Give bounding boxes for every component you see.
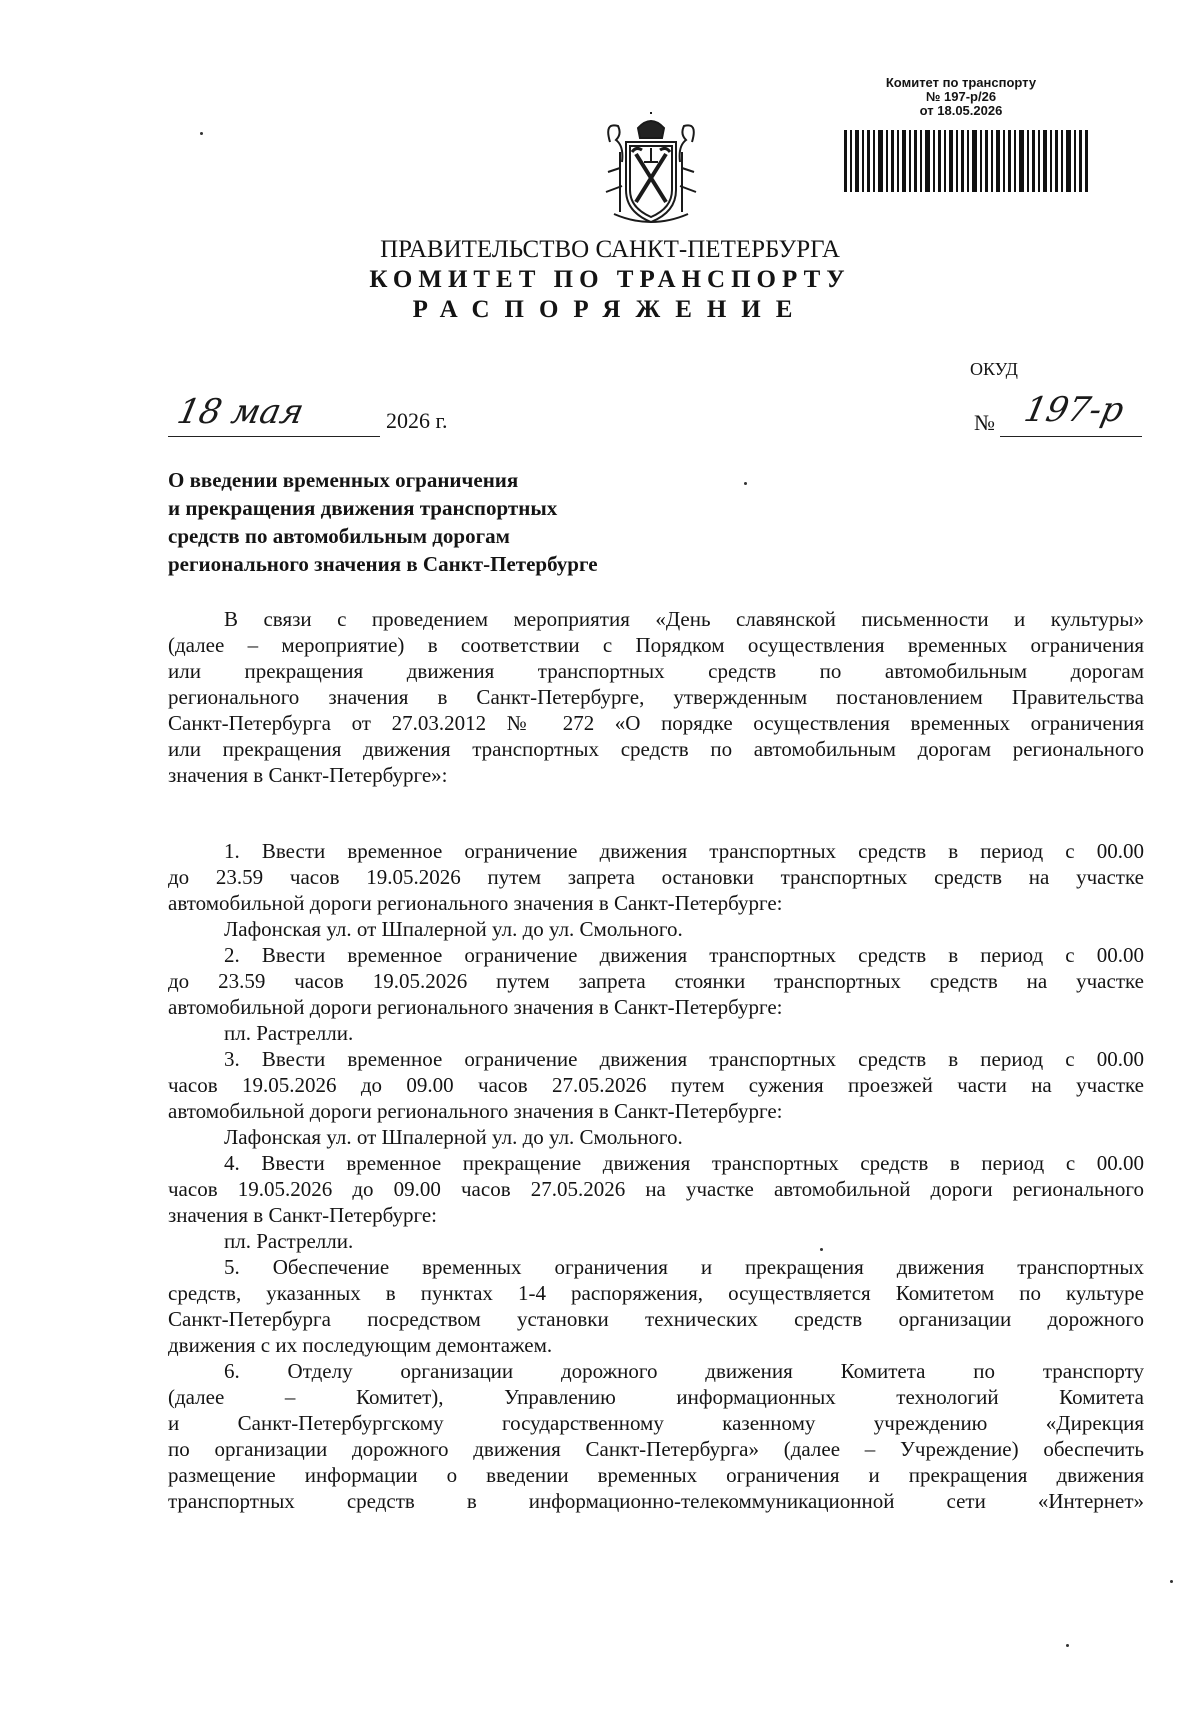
number-handwritten: 197-р	[1020, 390, 1128, 430]
registration-stamp	[836, 76, 1086, 118]
barcode	[842, 130, 1092, 192]
scan-speck	[1170, 1580, 1173, 1583]
okud-label: ОКУД	[970, 359, 1018, 379]
order-items	[168, 838, 1144, 1514]
item-line: до 23.59 часов 19.05.2026 путем запрета остановки транспортных средств на участке	[168, 865, 1144, 889]
item-location: пл. Растрелли.	[224, 1229, 354, 1253]
stamp-number: № 197-р/26	[925, 89, 997, 104]
item-line: 3. Ввести временное ограничение движения транспортных средств в период с 00.00	[224, 1047, 1144, 1071]
item-line: и Санкт-Петербургскому государственному казенному учреждению «Дирекция	[168, 1411, 1144, 1435]
item-line: часов 19.05.2026 до 09.00 часов 27.05.2026 путем сужения проезжей части на участке	[168, 1073, 1144, 1097]
body-line: регионального значения в Санкт-Петербурге, утвержденным постановлением Правительства	[168, 685, 1144, 709]
subject-line: и прекращения движения транспортных	[168, 496, 558, 520]
scan-speck	[744, 482, 747, 485]
item-line: часов 19.05.2026 до 09.00 часов 27.05.2026 на участке автомобильной дороги регионального	[168, 1177, 1144, 1201]
coat-of-arms-icon	[596, 112, 706, 232]
item-line: размещение информации о введении временных ограничения и прекращения движения	[168, 1463, 1144, 1487]
document-subject	[168, 466, 598, 578]
item-line: по организации дорожного движения Санкт-Петербурга» (далее – Учреждение) обеспечить	[168, 1437, 1144, 1461]
item-line: движения с их последующим демонтажем.	[168, 1333, 553, 1357]
body-line: или прекращения движения транспортных средств по автомобильным дорогам	[168, 659, 1144, 683]
body-line: Санкт-Петербурга от 27.03.2012 № 272 «О порядке осуществления временных ограничения	[168, 711, 1144, 735]
item-line: 1. Ввести временное ограничение движения транспортных средств в период с 00.00	[224, 839, 1144, 863]
item-line: автомобильной дороги регионального значения в Санкт-Петербурге:	[168, 995, 783, 1019]
stamp-committee: Комитет по транспорту	[885, 75, 1037, 90]
date-handwritten: 18 мая	[173, 392, 308, 432]
body-line: или прекращения движения транспортных средств по автомобильным дорогам регионального	[168, 737, 1144, 761]
stamp-date: от 18.05.2026	[919, 103, 1003, 118]
item-line: 4. Ввести временное прекращение движения транспортных средств в период с 00.00	[224, 1151, 1144, 1175]
item-line: 2. Ввести временное ограничение движения транспортных средств в период с 00.00	[224, 943, 1144, 967]
item-location: Лафонская ул. от Шпалерной ул. до ул. Смольного.	[224, 1125, 683, 1149]
item-location: Лафонская ул. от Шпалерной ул. до ул. Смольного.	[224, 917, 683, 941]
number-sign: №	[974, 410, 995, 435]
date-year: 2026 г.	[386, 408, 448, 433]
scan-speck	[200, 132, 203, 135]
scan-speck	[820, 1248, 823, 1251]
item-line: значения в Санкт-Петербурге:	[168, 1203, 437, 1227]
item-line: транспортных средств в информационно-телекоммуникационной сети «Интернет»	[168, 1489, 1144, 1513]
item-line: 6. Отделу организации дорожного движения Комитета по транспорту	[224, 1359, 1144, 1383]
preamble-paragraph	[168, 606, 1144, 788]
item-line: автомобильной дороги регионального значения в Санкт-Петербурге:	[168, 1099, 783, 1123]
government-title: ПРАВИТЕЛЬСТВО САНКТ-ПЕТЕРБУРГА	[380, 236, 840, 263]
committee-title: КОМИТЕТ ПО ТРАНСПОРТУ	[369, 266, 851, 293]
document-type: РАСПОРЯЖЕНИЕ	[412, 296, 808, 323]
subject-line: О введении временных ограничения	[168, 468, 519, 492]
subject-line: регионального значения в Санкт-Петербурге	[168, 552, 598, 576]
item-line: Санкт-Петербурга посредством установки технических средств организации дорожного	[168, 1307, 1144, 1331]
scan-speck	[1066, 1644, 1069, 1647]
item-line: 5. Обеспечение временных ограничения и прекращения движения транспортных	[224, 1255, 1144, 1279]
item-line: (далее – Комитет), Управлению информационных технологий Комитета	[168, 1385, 1144, 1409]
body-line: В связи с проведением мероприятия «День славянской письменности и культуры»	[224, 607, 1144, 631]
item-line: до 23.59 часов 19.05.2026 путем запрета стоянки транспортных средств на участке	[168, 969, 1144, 993]
item-line: средств, указанных в пунктах 1-4 распоряжения, осуществляется Комитетом по культуре	[168, 1281, 1144, 1305]
body-line: (далее – мероприятие) в соответствии с Порядком осуществления временных ограничения	[168, 633, 1144, 657]
item-line: автомобильной дороги регионального значения в Санкт-Петербурге:	[168, 891, 783, 915]
item-location: пл. Растрелли.	[224, 1021, 354, 1045]
subject-line: средств по автомобильным дорогам	[168, 524, 510, 548]
body-line: значения в Санкт-Петербурге»:	[168, 763, 448, 787]
